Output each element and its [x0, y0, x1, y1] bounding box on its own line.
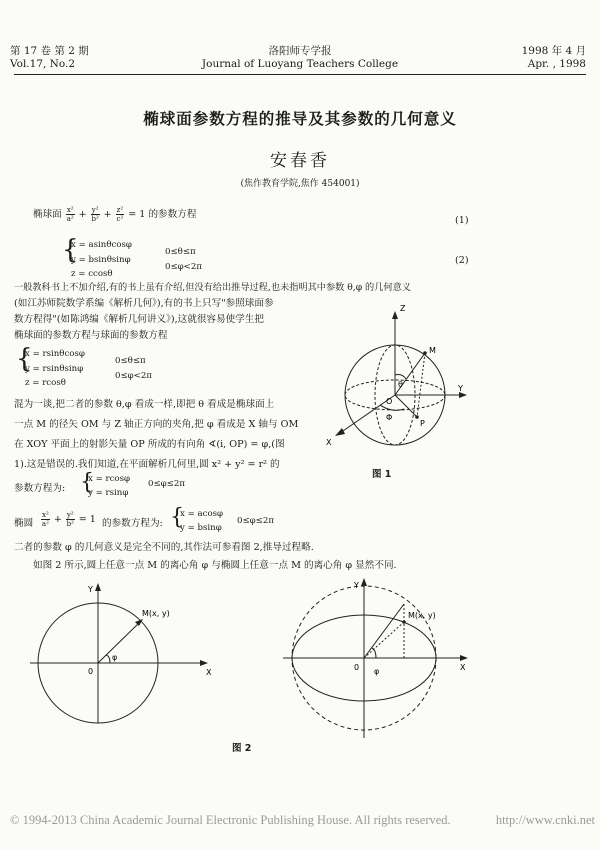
fig2a-x-arrow [200, 660, 208, 666]
eq2-ranges [165, 245, 202, 274]
journal-info [150, 45, 450, 71]
eq1-number: (1) [455, 215, 469, 226]
ellipse-suffix: 的参数方程为: [102, 518, 163, 529]
z-arrow [392, 311, 398, 319]
volume-cn: 第 17 卷 第 2 期 [10, 45, 89, 57]
sphere-system [25, 347, 85, 391]
fig1-label-z: Z [400, 304, 406, 313]
sphere-range-theta: 0≤θ≤π [115, 356, 146, 366]
eq2-number: (2) [455, 255, 469, 266]
volume-info [10, 45, 89, 71]
sphere-brace: { [16, 344, 33, 374]
paragraph-3: 二者的参数 φ 的几何意义是完全不同的,其作法可参看图 2,推导过程略. [14, 542, 314, 553]
fig2b-to-m [364, 622, 404, 658]
fig2b-x-arrow [460, 655, 468, 661]
ellipse-system [180, 507, 223, 535]
footer-copyright: © 1994-2013 China Academic Journal Electronic Publishing House. All rights reserved. [10, 813, 451, 827]
fig2a-radius [98, 621, 141, 663]
fig2a-label-o: 0 [88, 667, 94, 676]
ellipse-range: 0≤φ≤2π [237, 516, 275, 526]
footer [10, 813, 595, 828]
circle-range: 0≤φ≤2π [148, 479, 186, 489]
circle-system [88, 472, 130, 500]
article-title: 椭球面参数方程的推导及其参数的几何意义 [143, 110, 457, 128]
fig2a-label-m: M(x, y) [142, 609, 170, 618]
fig1-label-x: X [326, 438, 332, 447]
fig1-label-m: M [429, 346, 436, 355]
fig2b-phi-arc [372, 648, 376, 658]
frac-z: $\frac{\text{z²}}{\text{c²}}$ [116, 206, 124, 223]
eq1-prefix: 椭球面 [33, 209, 62, 220]
figure-1-sphere [320, 295, 470, 475]
eq2-line-y: y = bsinθsinφ [71, 254, 131, 265]
ellipse-brace: { [170, 505, 184, 530]
fig2b-point-m [402, 620, 406, 624]
fig2b-radius [364, 604, 404, 658]
date-info [522, 45, 586, 71]
paragraph-1-line-1: 一般教科书上不加介绍,有的书上虽有介绍,但没有给出推导过程,也未指明其中参数 θ,φ 的几何意义 [14, 282, 411, 293]
header-rule [14, 74, 586, 75]
circle-brace: { [80, 470, 94, 495]
figure-1-caption: 图 1 [372, 469, 392, 480]
sphere-line-x: x = rsinθcosφ [25, 349, 85, 359]
paragraph-2-line-1: 混为一谈,把二者的参数 θ,φ 看成一样,即把 θ 看成是椭球面上 [14, 399, 275, 410]
fig2b-label-m: M(x, y) [408, 611, 436, 620]
fig2a-y-arrow [95, 583, 101, 591]
figure-2-circle [28, 578, 238, 738]
date-en: Apr. , 1998 [527, 58, 586, 70]
paragraph-1-line-2: (如江苏师院数学系编《解析几何》),有的书上只写"参照球面参 [14, 298, 274, 309]
eq2-range-theta: 0≤θ≤π [165, 247, 196, 257]
figure-2-ellipse [268, 578, 473, 743]
ellipse-prefix: 椭圆 [14, 518, 34, 529]
volume-en: Vol.17, No.2 [10, 58, 76, 70]
paragraph-2-line-4: 1).这是错误的.我们知道,在平面解析几何里,圆 x² + y² = r² 的 [14, 459, 280, 470]
paragraph-4: 如图 2 所示,圆上任意一点 M 的离心角 φ 与椭圆上任意一点 M 的离心角 φ 显然不同. [33, 560, 397, 571]
fig2b-label-phi: φ [374, 667, 380, 676]
eq2-range-phi: 0≤φ<2π [165, 261, 203, 272]
fig2a-phi-arc [106, 655, 110, 663]
ellipse-line-y: y = bsinφ [180, 523, 222, 533]
fig2b-label-o: 0 [354, 663, 360, 672]
eq2-system [71, 238, 132, 282]
paragraph-2-line-5: 参数方程为: [14, 483, 66, 494]
ellipse-line-x: x = acosφ [180, 509, 224, 519]
sphere-ranges [115, 354, 152, 383]
eq2-line-z: z = ccosθ [71, 269, 113, 279]
journal-cn: 洛阳师专学报 [268, 45, 332, 57]
point-p [415, 415, 419, 419]
circle-line-y: y = rsinφ [88, 488, 129, 498]
paragraph-1-line-3: 数方程得"(如陈鸿编《解析几何讲义》),这就很容易使学生把 [14, 314, 264, 325]
sphere-line-y: y = rsinθsinφ [25, 363, 84, 374]
fig2b-label-y: Y [354, 581, 359, 590]
circle-line-x: x = rcosφ [88, 474, 131, 484]
fig1-label-y: Y [458, 384, 463, 393]
paragraph-2-line-3: 在 XOY 平面上的射影矢量 OP 所成的有向角 ∢(i, OP) = φ,(图 [14, 439, 285, 450]
fig2b-label-x: X [460, 663, 466, 672]
theta-arc [395, 375, 406, 380]
fig1-label-theta: θ [398, 380, 403, 389]
equation-1: 椭球面 $\frac{\text{x²}}{\text{a²}}$ + $\frac{\text{y²}}{\text{b²}}$ + $\frac{\text{z²}}{\text{c²}}$ = 1 的参数方程 [33, 206, 197, 223]
frac-x: $\frac{\text{x²}}{\text{a²}}$ [66, 206, 74, 223]
eq2-brace: { [62, 235, 79, 265]
fig1-label-o: O [386, 397, 393, 406]
paragraph-1-line-4: 椭球面的参数方程与球面的参数方程 [14, 330, 168, 341]
vector-op [395, 395, 417, 417]
author-name: 安春香 [270, 151, 330, 171]
fig2b-y-arrow [361, 578, 367, 586]
journal-en: Journal of Luoyang Teachers College [201, 58, 399, 70]
date-cn: 1998 年 4 月 [521, 45, 586, 57]
figure-2-caption: 图 2 [232, 743, 252, 754]
fig2a-label-y: Y [88, 585, 93, 594]
sphere-range-phi: 0≤φ<2π [115, 370, 153, 381]
x-arrow [335, 428, 345, 436]
fig1-label-phi: Φ [386, 413, 393, 422]
paragraph-2-line-2: 一点 M 的径矢 OM 与 Z 轴正方向的夹角,把 φ 看成是 X 轴与 OM [14, 419, 299, 430]
ellipse-equation: $\frac{\text{x²}}{\text{a²}}$ + $\frac{\text{y²}}{\text{b²}}$ = 1 [41, 511, 96, 528]
sphere-line-z: z = rcosθ [25, 378, 66, 388]
eq2-line-x: x = asinθcosφ [71, 240, 132, 250]
affiliation: (焦作教育学院,焦作 454001) [240, 179, 360, 189]
footer-url[interactable]: http://www.cnki.net [495, 813, 595, 827]
fig2a-label-x: X [206, 668, 212, 677]
eq1-suffix: 的参数方程 [148, 209, 197, 220]
fig2a-label-phi: φ [112, 653, 118, 662]
point-m [423, 351, 427, 355]
fig1-label-p: P [420, 419, 425, 428]
frac-y: $\frac{\text{y²}}{\text{b²}}$ [91, 206, 99, 223]
